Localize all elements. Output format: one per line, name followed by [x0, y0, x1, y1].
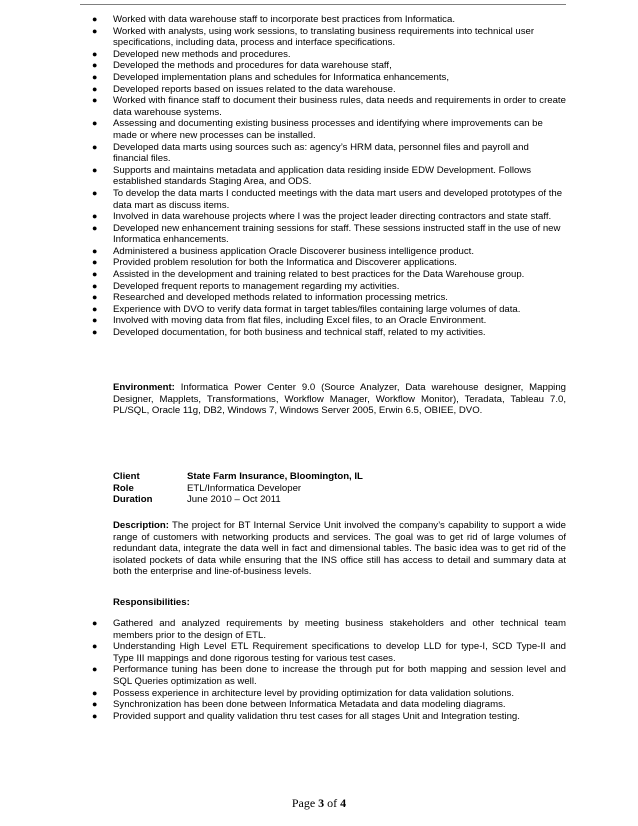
bullet-icon: ●	[92, 71, 98, 82]
list-item-text: Developed new enhancement training sessions for staff. These sessions instructed staff in the use of new Informatica enhancements.	[113, 222, 561, 246]
role-label: Role	[113, 482, 134, 494]
list-item	[0, 315, 638, 327]
page-footer	[0, 796, 638, 811]
list-item	[0, 327, 638, 339]
list-item-text: Understanding High Level ETL Requirement specifications to develop LLD for type-I, SCD Type-II and Type III mappings and done rigorous testing for various test cases.	[113, 641, 566, 664]
list-item	[0, 699, 638, 711]
list-item-text: Developed documentation, for both business and technical staff, related to my activities.	[113, 327, 486, 339]
list-item-text: Involved in data warehouse projects where I was the project leader directing contractors and state staff.	[113, 211, 552, 223]
bullet-icon: ●	[92, 14, 98, 24]
list-item-text: Administered a business application Oracle Discoverer business intelligence product.	[113, 245, 475, 257]
bullet-icon: ●	[92, 269, 98, 280]
bullet-list-duties	[0, 14, 638, 339]
footer-of-word: of	[327, 796, 338, 810]
list-item	[0, 49, 638, 61]
client-label: Client	[113, 471, 140, 482]
list-item-text: Developed new methods and procedures.	[113, 48, 291, 60]
list-item	[0, 292, 638, 304]
bullet-icon: ●	[92, 245, 98, 256]
bullet-icon: ●	[92, 327, 98, 338]
bullet-list-responsibilities	[0, 618, 638, 722]
list-item	[0, 688, 638, 700]
role-value: ETL/Informatica Developer	[187, 482, 302, 494]
bullet-icon: ●	[92, 303, 98, 314]
list-item-text: Worked with data warehouse staff to incorporate best practices from Informatica.	[113, 14, 455, 25]
description-paragraph	[113, 520, 566, 578]
list-item	[0, 72, 638, 84]
bullet-icon: ●	[92, 641, 98, 652]
environment-text: Informatica Power Center 9.0 (Source Analyzer, Data warehouse designer, Mapping Designer, Mapplets, Transformations, Workflow Manager, Workflow Monitor), Teradata, Tableau 7.0, PL/SQL, Oracle 11g, DB2, Windows 7, Windows Server 2005, Erwin 6.5, OBIEE, DVO.	[113, 382, 566, 417]
client-value: State Farm Insurance, Bloomington, IL	[187, 471, 363, 482]
list-item	[0, 84, 638, 96]
list-item-text: Assisted in the development and training related to best practices for the Data Warehouse group.	[113, 269, 525, 281]
list-item	[0, 641, 638, 664]
list-item-text: Developed reports based on issues related to the data warehouse.	[113, 83, 396, 95]
list-item	[0, 257, 638, 269]
bullet-icon: ●	[92, 257, 98, 268]
list-item-text: To develop the data marts I conducted meetings with the data mart users and developed prototypes of the data mart as discuss items.	[113, 187, 563, 211]
list-item	[0, 118, 638, 141]
list-item-text: Provided support and quality validation thru test cases for all stages Unit and Integration testing.	[113, 710, 520, 722]
footer-page-total: 4	[340, 796, 347, 810]
bullet-icon: ●	[92, 222, 98, 233]
bullet-icon: ●	[92, 48, 98, 59]
list-item	[0, 664, 638, 687]
list-item	[0, 711, 638, 723]
list-item	[0, 14, 638, 26]
list-item-text: Developed implementation plans and schedules for Informatica enhancements,	[113, 71, 449, 83]
responsibilities-heading: Responsibilities:	[113, 597, 190, 608]
bullet-icon: ●	[92, 664, 98, 675]
bullet-icon: ●	[92, 164, 98, 175]
list-item	[0, 281, 638, 293]
list-item-text: Involved with moving data from flat files, including Excel files, to an Oracle Environment.	[113, 315, 487, 327]
footer-page-word: Page	[291, 796, 316, 810]
bullet-icon: ●	[92, 618, 98, 628]
bullet-icon: ●	[92, 83, 98, 94]
duration-value: June 2010 – Oct 2011	[187, 494, 281, 506]
bullet-icon: ●	[92, 280, 98, 291]
list-item-text: Gathered and analyzed requirements by meeting business stakeholders and other technical team members prior to the design of ETL.	[113, 618, 566, 641]
list-item-text: Developed data marts using sources such as: agency’s HRM data, personnel files and payroll and financial files.	[113, 141, 529, 165]
bullet-icon: ●	[92, 118, 98, 129]
bullet-icon: ●	[92, 292, 98, 303]
description-text: The project for BT Internal Service Unit involved the company’s capability to support a wide range of customers with networking products and services. The goal was to get rid of large volumes of redundant data, integrate the data well in fact and dimensional tables. The basic idea was to get rid of the isolated pockets of data while ensuring that the INS office still has access to detail and summary data at both the enterprise and line-of-business levels.	[113, 520, 566, 578]
list-item-text: Supports and maintains metadata and application data residing inside EDW Development. Follows established standards Staging Area, and ODS.	[113, 164, 532, 188]
list-item	[0, 246, 638, 258]
bullet-icon: ●	[92, 699, 98, 710]
bullet-icon: ●	[92, 211, 98, 222]
footer-page-num: 3	[318, 796, 325, 810]
bullet-icon: ●	[92, 60, 98, 71]
list-item	[0, 188, 638, 211]
client-info-block	[113, 471, 566, 506]
list-item-text: Developed the methods and procedures for data warehouse staff,	[113, 60, 392, 72]
list-item-text: Provided problem resolution for both the Informatica and Discoverer applications.	[113, 257, 457, 269]
description-label: Description:	[113, 520, 169, 531]
list-item	[0, 269, 638, 281]
bullet-icon: ●	[92, 315, 98, 326]
bullet-icon: ●	[92, 25, 98, 36]
environment-paragraph	[113, 382, 566, 417]
environment-label: Environment:	[113, 382, 175, 393]
list-item-text: Developed frequent reports to management regarding my activities.	[113, 280, 400, 292]
list-item	[0, 223, 638, 246]
list-item	[0, 60, 638, 72]
bullet-icon: ●	[92, 687, 98, 698]
list-item-text: Possess experience in architecture level by providing optimization for data validation solutions.	[113, 687, 515, 699]
list-item-text: Worked with finance staff to document their business rules, data needs and requirements in order to create data warehouse systems.	[113, 95, 566, 118]
list-item	[0, 142, 638, 165]
duration-label: Duration	[113, 494, 153, 506]
list-item-text: Assessing and documenting existing business processes and identifying where improvements can be made or where new processes can be installed.	[113, 118, 543, 141]
list-item	[0, 95, 638, 118]
list-item-text: Performance tuning has been done to increase the through put for both mapping and session level and SQL Queries optimization as well.	[113, 664, 566, 687]
bullet-icon: ●	[92, 141, 98, 152]
list-item	[0, 618, 638, 641]
list-item	[0, 211, 638, 223]
list-item-text: Worked with analysts, using work sessions, to translating business requirements into technical user specifications, including data, process and interface specifications.	[113, 25, 535, 49]
list-item-text: Researched and developed methods related to information processing metrics.	[113, 292, 448, 304]
bullet-icon: ●	[92, 187, 98, 198]
list-item-text: Experience with DVO to verify data format in target tables/files containing large volumes of data.	[113, 303, 521, 315]
list-item-text: Synchronization has been done between Informatica Metadata and data modeling diagrams.	[113, 699, 506, 711]
bullet-icon: ●	[92, 710, 98, 721]
list-item	[0, 165, 638, 188]
list-item	[0, 26, 638, 49]
bullet-icon: ●	[92, 95, 98, 106]
list-item	[0, 304, 638, 316]
top-rule	[80, 4, 566, 5]
